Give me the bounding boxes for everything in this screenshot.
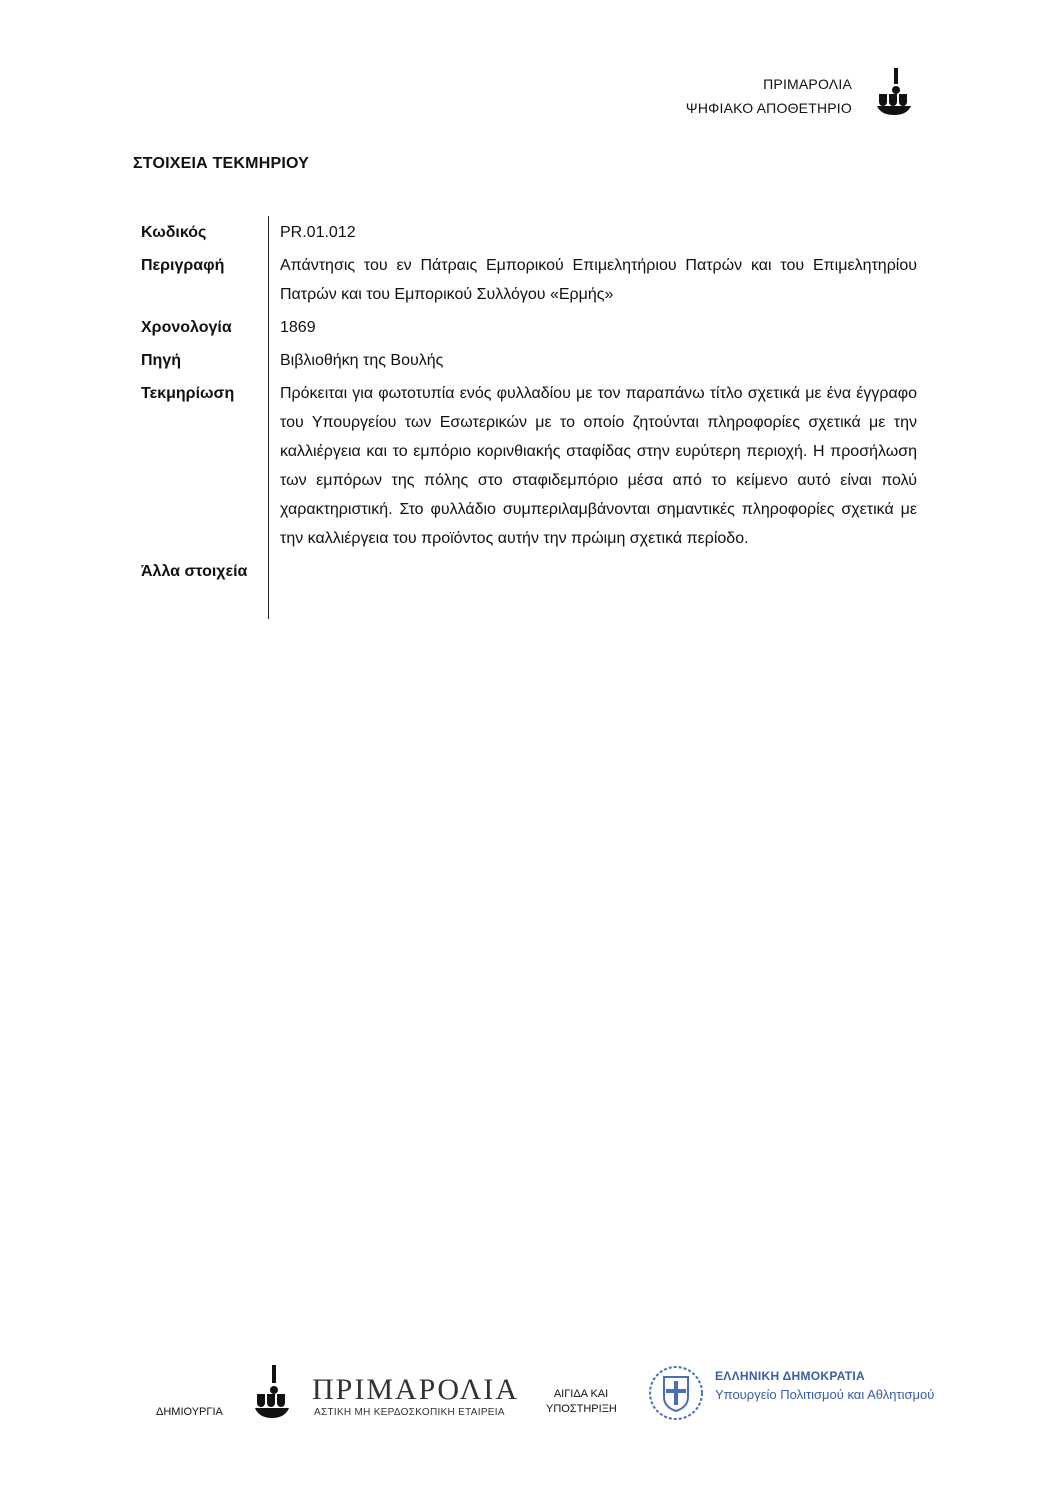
label-date: Χρονολογία [141,319,232,336]
row-source [141,344,917,377]
footer-created-label: ΔΗΜΙΟΥΡΓΙΑ [156,1406,223,1418]
greek-coat-of-arms-icon [648,1365,704,1421]
header-title [686,72,852,120]
primarolia-ship-icon [874,66,914,116]
label-description: Περιγραφή [141,257,225,274]
footer-org-subtitle: ΑΣΤΙΚΗ ΜΗ ΚΕΡΔΟΣΚΟΠΙΚΗ ΕΤΑΙΡΕΙΑ [314,1407,505,1418]
footer-support-label: ΑΙΓΙΔΑ ΚΑΙ ΥΠΟΣΤΗΡΙΞΗ [546,1388,617,1415]
header-line-1: ΠΡΙΜΑΡΟΛΙΑ [763,76,852,92]
row-code [141,216,917,249]
value-documentation: Πρόκειται για φωτοτυπία ενός φυλλαδίου με τον παραπάνω τίτλο σχετικά με ένα έγγραφο του Υπουργείου των Εσωτερικών με το οποίο ζητούνται πληροφορίες σχετικά με την καλλιέργεια και το εμπόριο κορινθιακής σταφίδας στην ευρύτερη περιοχή. Η προσήλωση των εμπόρων της πόλης στο σταφιδεμπόριο μέσα από το κείμενο αυτό είναι πολύ χαρακτηριστική. Στο φυλλάδιο συμπεριλαμβάνονται σημαντικές πληροφορίες σχετικά με την καλλιέργεια του προϊόντος αυτήν την πρώιμη σχετικά περίοδο. [268,377,917,555]
label-other: Άλλα στοιχεία [141,563,248,580]
primarolia-ship-icon [252,1363,292,1419]
footer-gov-name: ΕΛΛΗΝΙΚΗ ΔΗΜΟΚΡΑΤΙΑ [715,1369,865,1383]
row-other [141,555,917,619]
label-documentation: Τεκμηρίωση [141,385,235,402]
footer-ministry: Υπουργείο Πολιτισμού και Αθλητισμού [715,1387,935,1402]
row-date [141,311,917,344]
footer-org-name: ΠΡΙΜΑΡΟΛΙΑ [312,1373,520,1406]
section-title: ΣΤΟΙΧΕΙΑ ΤΕΚΜΗΡΙΟΥ [133,155,310,172]
value-description: Απάντησις του εν Πάτραις Εμπορικού Επιμελητήριου Πατρών και του Επιμελητηρίου Πατρών και του Εμπορικού Συλλόγου «Ερμής» [268,249,917,311]
value-code: PR.01.012 [268,216,917,249]
label-source: Πηγή [141,352,181,369]
row-description [141,249,917,311]
header-line-2: ΨΗΦΙΑΚΟ ΑΠΟΘΕΤΗΡΙΟ [685,100,852,116]
value-other [268,555,917,619]
row-documentation [141,377,917,555]
label-code: Κωδικός [141,224,207,241]
record-table [141,216,917,619]
footer [0,1355,1058,1435]
value-source: Βιβλιοθήκη της Βουλής [268,344,917,377]
value-date: 1869 [268,311,917,344]
